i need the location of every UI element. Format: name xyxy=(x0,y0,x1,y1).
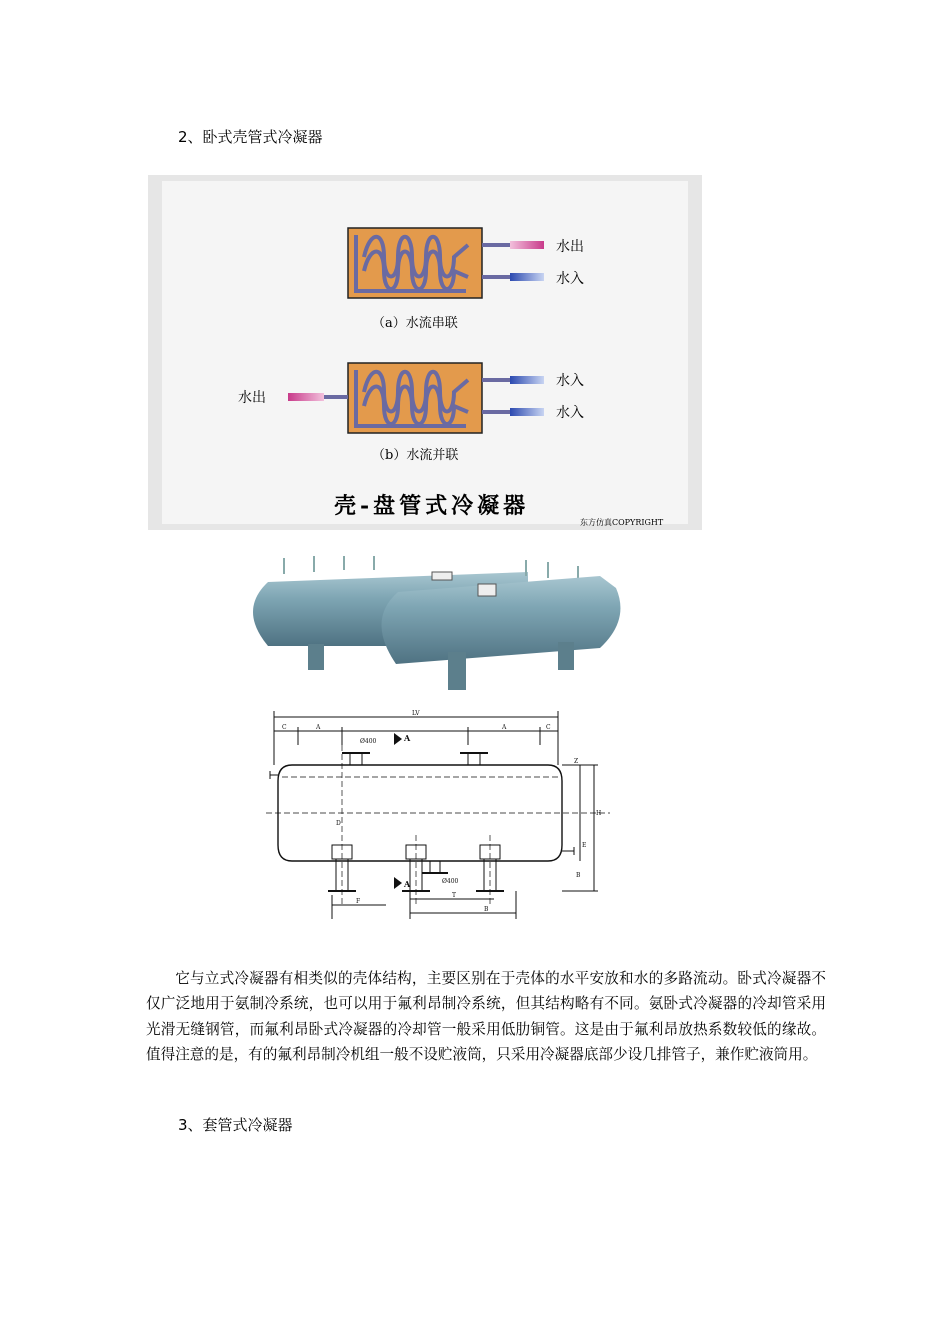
caption-a: （a）水流串联 xyxy=(372,316,458,331)
water-out-flow-icon xyxy=(288,393,324,401)
dim-a-right: A xyxy=(502,724,507,731)
label-water-in-b2: 水入 xyxy=(556,405,584,421)
label-water-in-b1: 水入 xyxy=(556,373,584,389)
section-heading-2: 2、卧式壳管式冷凝器 xyxy=(178,128,323,146)
body-text: 它与立式冷凝器有相类似的壳体结构，主要区别在于壳体的水平安放和水的多路流动。卧式冷凝器不仅广泛地用于氨制冷系统，也可以用于氟利昂制冷系统，但其结构略有不同。氨卧式冷凝器的冷却管采用光滑无缝钢管，而氟利昂卧式冷凝器的冷却管一般采用低肋铜管。这是由于氟利昂放热系数较低的缘故。值得注意的是，有的氟利昂制冷机组一般不设贮液筒，只采用冷凝器底部少设几排管子，兼作贮液筒用。 xyxy=(146,970,826,1064)
section-heading-3: 3、套管式冷凝器 xyxy=(178,1116,293,1134)
dim-e: E xyxy=(582,842,587,849)
section-a-top: A xyxy=(404,733,411,743)
caption-b: （b）水流并联 xyxy=(372,448,459,463)
label-water-in-a: 水入 xyxy=(556,271,584,287)
water-in-flow-icon xyxy=(510,408,544,416)
dim-d: D xyxy=(336,820,341,827)
section-a-bottom: A xyxy=(404,879,411,889)
dim-h: H xyxy=(596,810,602,817)
dim-lv: LV xyxy=(412,710,420,717)
diagram-watermark: 东方仿真COPYRIGHT xyxy=(580,518,664,527)
dim-t: T xyxy=(452,892,457,899)
water-in-flow-icon xyxy=(510,273,544,281)
condenser-technical-drawing xyxy=(262,705,614,923)
horizontal-condenser-photo xyxy=(228,548,648,696)
label-water-out-b: 水出 xyxy=(238,390,266,406)
shell-coil-condenser-diagram xyxy=(148,175,702,530)
dim-b: B xyxy=(484,906,489,913)
water-out-flow-icon xyxy=(510,241,544,249)
water-in-flow-icon xyxy=(510,376,544,384)
diagram-title: 壳-盘管式冷凝器 xyxy=(334,493,530,519)
dim-d400-bottom: Ø400 xyxy=(442,878,459,885)
dim-f: F xyxy=(356,898,361,905)
dim-a-left: A xyxy=(316,724,321,731)
dim-d400-top: Ø400 xyxy=(360,738,377,745)
dim-z: Z xyxy=(574,758,579,765)
label-water-out-a: 水出 xyxy=(556,239,584,255)
dim-b-right: B xyxy=(576,872,581,879)
dim-c-right: C xyxy=(546,724,551,731)
body-paragraph xyxy=(146,966,826,1068)
dim-c-left: C xyxy=(282,724,287,731)
